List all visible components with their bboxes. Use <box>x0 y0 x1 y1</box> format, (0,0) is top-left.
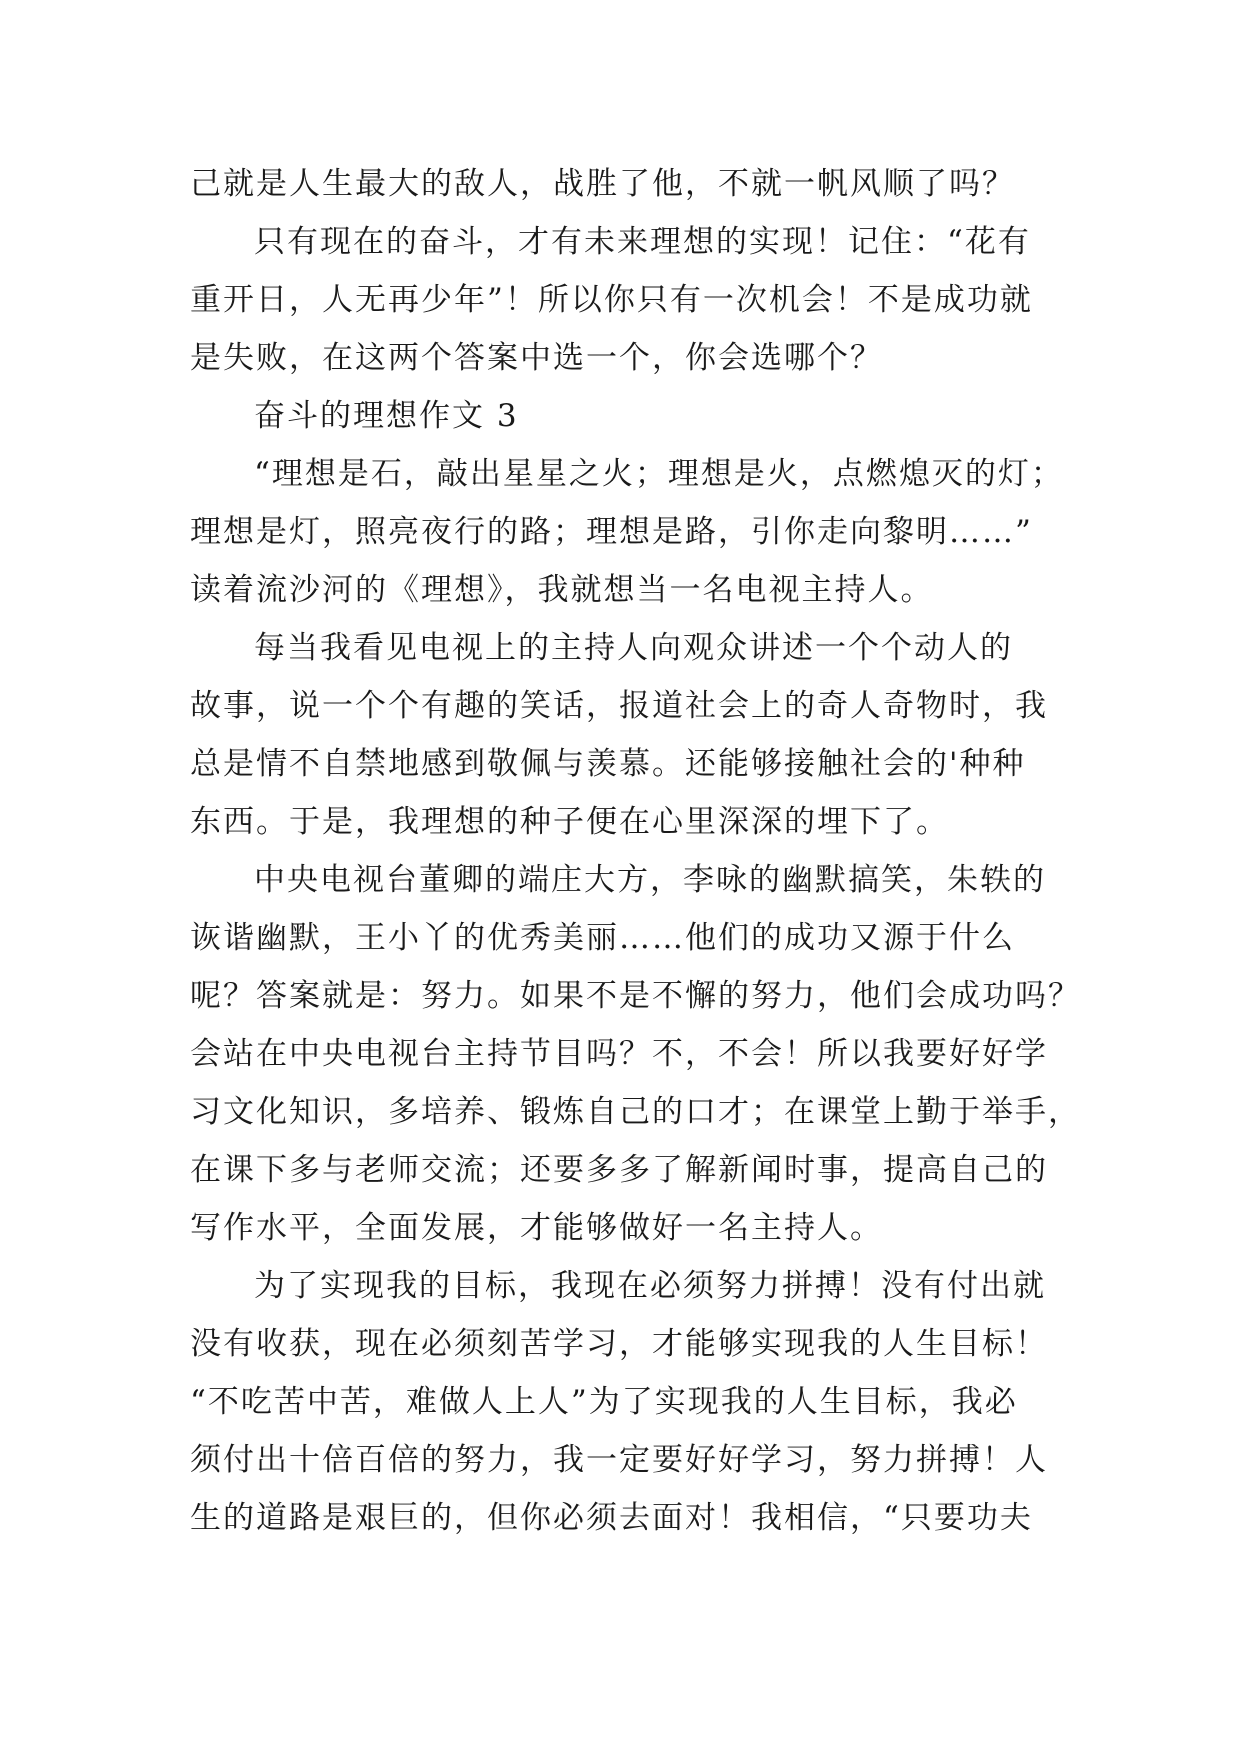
text-line: 东西。于是，我理想的种子便在心里深深的埋下了。 <box>190 804 949 840</box>
text-line: 己就是人生最大的敌人，战胜了他，不就一帆风顺了吗？ <box>190 166 1015 202</box>
text-line: 每当我看见电视上的主持人向观众讲述一个个动人的 <box>254 630 1013 666</box>
text-line: 习文化知识，多培养、锻炼自己的口才；在课堂上勤于举手， <box>190 1094 1081 1130</box>
text-line: 在课下多与老师交流；还要多多了解新闻时事，提高自己的 <box>190 1152 1048 1188</box>
text-line: 生的道路是艰巨的，但你必须去面对！我相信，“只要功夫 <box>190 1500 1033 1536</box>
text-line: 没有收获，现在必须刻苦学习，才能够实现我的人生目标！ <box>190 1326 1048 1362</box>
text-line: 是失败，在这两个答案中选一个，你会选哪个？ <box>190 340 883 376</box>
document-body <box>190 155 1081 1547</box>
text-line: 须付出十倍百倍的努力，我一定要好好学习，努力拼搏！人 <box>190 1442 1048 1478</box>
text-line: 诙谐幽默，王小丫的优秀美丽……他们的成功又源于什么 <box>190 920 1015 956</box>
text-line: “不吃苦中苦，难做人上人”为了实现我的人生目标，我必 <box>190 1384 1018 1420</box>
text-line: 中央电视台董卿的端庄大方，李咏的幽默搞笑，朱轶的 <box>254 862 1046 898</box>
text-line: “理想是石，敲出星星之火；理想是火，点燃熄灭的灯； <box>254 456 1064 492</box>
text-line: 故事，说一个个有趣的笑话，报道社会上的奇人奇物时，我 <box>190 688 1048 724</box>
text-line: 为了实现我的目标，我现在必须努力拼搏！没有付出就 <box>254 1268 1046 1304</box>
text-line: 总是情不自禁地感到敬佩与羡慕。还能够接触社会的'种种 <box>190 746 1026 782</box>
text-line: 呢？答案就是：努力。如果不是不懈的努力，他们会成功吗？ <box>190 978 1081 1014</box>
text-line: 会站在中央电视台主持节目吗？不，不会！所以我要好好学 <box>190 1036 1048 1072</box>
text-line: 重开日，人无再少年”！所以你只有一次机会！不是成功就 <box>190 282 1033 318</box>
text-line: 奋斗的理想作文 3 <box>254 398 519 434</box>
text-line: 只有现在的奋斗，才有未来理想的实现！记住：“花有 <box>254 224 1031 260</box>
text-line: 写作水平，全面发展，才能够做好一名主持人。 <box>190 1210 883 1246</box>
text-line: 读着流沙河的《理想》，我就想当一名电视主持人。 <box>190 572 934 608</box>
text-line: 理想是灯，照亮夜行的路；理想是路，引你走向黎明……” <box>190 514 1033 550</box>
